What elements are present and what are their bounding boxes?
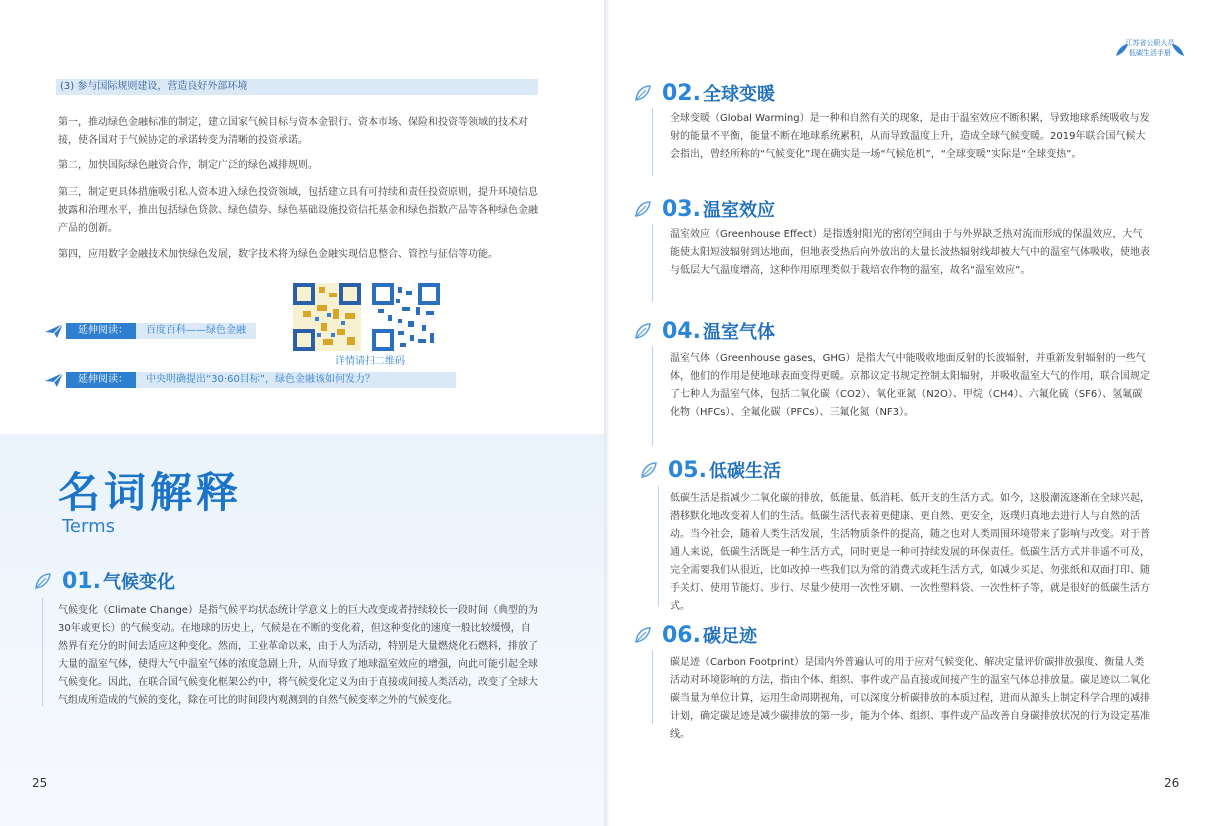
leaf-icon [34, 572, 52, 590]
term-06-body: 碳足迹（Carbon Footprint）是国内外普遍认可的用于应对气候变化、解决定量评价碳排放强度、衡量人类活动对环境影响的方法，指由个体、组织、事件或产品直接或间接产生的温室气体总排放量。碳足迹以二氧化碳当量为单位计算，运用生命周期视角，可以深度分析碳排放的本质过程，进而从源头上制定科学合理的减排计划，确定碳足迹是减少碳排放的第一步，能为个体、组织、事件或产品改善自身碳排放状况的行为设定基准线。 [670, 657, 1150, 740]
term-name: 气候变化 [102, 572, 175, 593]
term-number: 06. [662, 622, 701, 648]
term-divider-line [652, 346, 653, 446]
term-number: 01. [62, 568, 101, 594]
leaf-icon [634, 84, 652, 102]
qr-code-baidu[interactable] [293, 283, 361, 351]
subsection-heading: (3) 参与国际规则建设，营造良好外部环境 [56, 79, 538, 95]
term-02-heading [634, 80, 775, 106]
svg-text:低碳生活手册: 低碳生活手册 [1129, 49, 1171, 57]
term-divider-line [652, 224, 653, 302]
paragraph-third: 第三，制定更具体措施吸引私人资本进入绿色投资领域，包括建立具有可持续和责任投资原则，提升环境信息披露和治理水平，推出包括绿色贷款、绿色债券、绿色基础设施投资信托基金和绿色指数产品等各种绿色金融产品的创新。 [58, 187, 538, 234]
term-05-body: 低碳生活是指减少二氧化碳的排放，低能量、低消耗、低开支的生活方式。如今，这股潮流逐渐在全球兴起，潜移默化地改变着人们的生活。低碳生活代表着更健康、更自然、更安全，返璞归真地去进行人与自然的活动。当今社会，随着人类生活发展，生活物质条件的提高，随之也对人类周围环境带来了影响与改变。对于普通人来说，低碳生活既是一种生活方式，同时更是一种可持续发展的环保责任。低碳生活方式并非遥不可及，完全需要我们从很近，比如改掉一些我们以为常的消费式或耗生活方式，如减少买足、勿张纸和双面打印、随手关灯、使用节能灯、步行、尽量少使用一次性牙刷、一次性塑料袋、一次性杯子等，就是很好的低碳生活方式。 [670, 493, 1150, 612]
section-title: 名词解释 [58, 468, 243, 517]
section-subtitle: Terms [62, 516, 116, 537]
paragraph-first: 第一，推动绿色金融标准的制定，建立国家气候目标与资本金银行、资本市场、保险和投资等领域的技术对接，使各国对于气候协定的承诺转变为清晰的投资承诺。 [58, 117, 528, 146]
term-01-body: 气候变化（Climate Change）是指气候平均状态统计学意义上的巨大改变或者持续较长一段时间（典型的为30年或更长）的气候变动。在地球的历史上，气候是在不断的变化着，但这种变化的速度一般比较缓慢，自然界有充分的时间去适应这种变化。然而，工业革命以来，由于人为活动，特别是大量燃烧化石燃料，排放了大量的温室气体，使得大气中温室气体的浓度急剧上升，从而导致了地球温室效应的增强，向此可能引起全球气候变化。因此，在联合国气候变化框架公约中，将气候变化定义为由于直接或间接人类活动，改变了全球大气组成所造成的气候的变化，除在可比的时间段内观测到的自然气候变率之外的气候变化。 [58, 605, 538, 706]
term-number: 04. [662, 318, 701, 344]
term-number: 05. [668, 457, 707, 483]
qr-caption: 详情请扫二维码 [335, 356, 405, 367]
term-05-heading [640, 457, 781, 483]
term-name: 温室气体 [702, 322, 775, 343]
term-04-heading [634, 318, 775, 344]
page-number-right: 26 [1164, 776, 1180, 790]
term-01-heading [34, 568, 175, 594]
leaf-icon [640, 461, 658, 479]
paragraph-second: 第二，加快国际绿色融资合作，制定广泛的绿色减排规则。 [58, 160, 318, 171]
paragraph-fourth: 第四，应用数字金融技术加快绿色发展，数字技术将为绿色金融实现信息整合、管控与征信等功能。 [58, 249, 498, 260]
term-06-heading [634, 622, 757, 648]
handbook-logo [1112, 34, 1188, 62]
extended-reading-2[interactable] [44, 371, 456, 389]
qr-code-article[interactable] [372, 283, 440, 351]
svg-text:江苏省公职人员: 江苏省公职人员 [1125, 39, 1175, 47]
term-divider-line [652, 650, 653, 724]
leaf-icon [634, 322, 652, 340]
term-divider-line [658, 486, 659, 606]
term-number: 03. [662, 196, 701, 222]
term-divider-line [42, 598, 43, 706]
term-name: 温室效应 [702, 200, 775, 221]
term-02-body: 全球变暖（Global Warming）是一种和自然有关的现象，是由于温室效应不断积累，导致地球系统吸收与发射的能量不平衡，能量不断在地球系统累积，从而导致温度上升，造成全球气候变暖。2019年联合国气候大会指出，曾经所称的“气候变化”现在确实是一场“气候危机”，“全球变暖”实际是“全球变热”。 [670, 113, 1150, 160]
extended-reading-label: 延伸阅读： [66, 372, 136, 388]
term-03-heading [634, 196, 775, 222]
extended-reading-link[interactable]: 百度百科——绿色金融 [136, 323, 256, 339]
leaf-icon [634, 200, 652, 218]
paper-plane-icon [44, 323, 64, 339]
term-name: 碳足迹 [702, 626, 757, 647]
extended-reading-link[interactable]: 中央明确提出“30·60目标”，绿色金融该如何发力？ [136, 372, 456, 388]
term-03-body: 温室效应（Greenhouse Effect）是指透射阳光的密闭空间由于与外界缺乏热对流而形成的保温效应，大气能使太阳短波辐射到达地面，但地表受热后向外放出的大量长波热辐射线却被大气中的温室气体吸收，使地表与低层大气温度增高，这种作用原理类似于栽培农作物的温室，故名“温室效应”。 [670, 229, 1150, 276]
term-04-body: 温室气体（Greenhouse gases，GHG）是指大气中能吸收地面反射的长波辐射，并重新发射辐射的一些气体，他们的作用是使地球表面变得更暖。京都议定书规定控制太阳辐射，并吸收温室大气的作用，联合国规定了七种人为温室气体，包括二氧化碳（CO2）、氧化亚氮（N2O）、甲烷（CH4）、六氟化硫（SF6）、氢氟碳化物（HFCs）、全氟化碳（PFCs）、三氟化氮（NF3）。 [670, 353, 1150, 418]
term-name: 低碳生活 [708, 461, 781, 482]
term-number: 02. [662, 80, 701, 106]
page-number-left: 25 [32, 776, 48, 790]
term-name: 全球变暖 [702, 84, 775, 105]
extended-reading-1[interactable] [44, 322, 256, 340]
term-divider-line [652, 108, 653, 176]
paper-plane-icon [44, 372, 64, 388]
extended-reading-label: 延伸阅读： [66, 323, 136, 339]
leaf-icon [634, 626, 652, 644]
